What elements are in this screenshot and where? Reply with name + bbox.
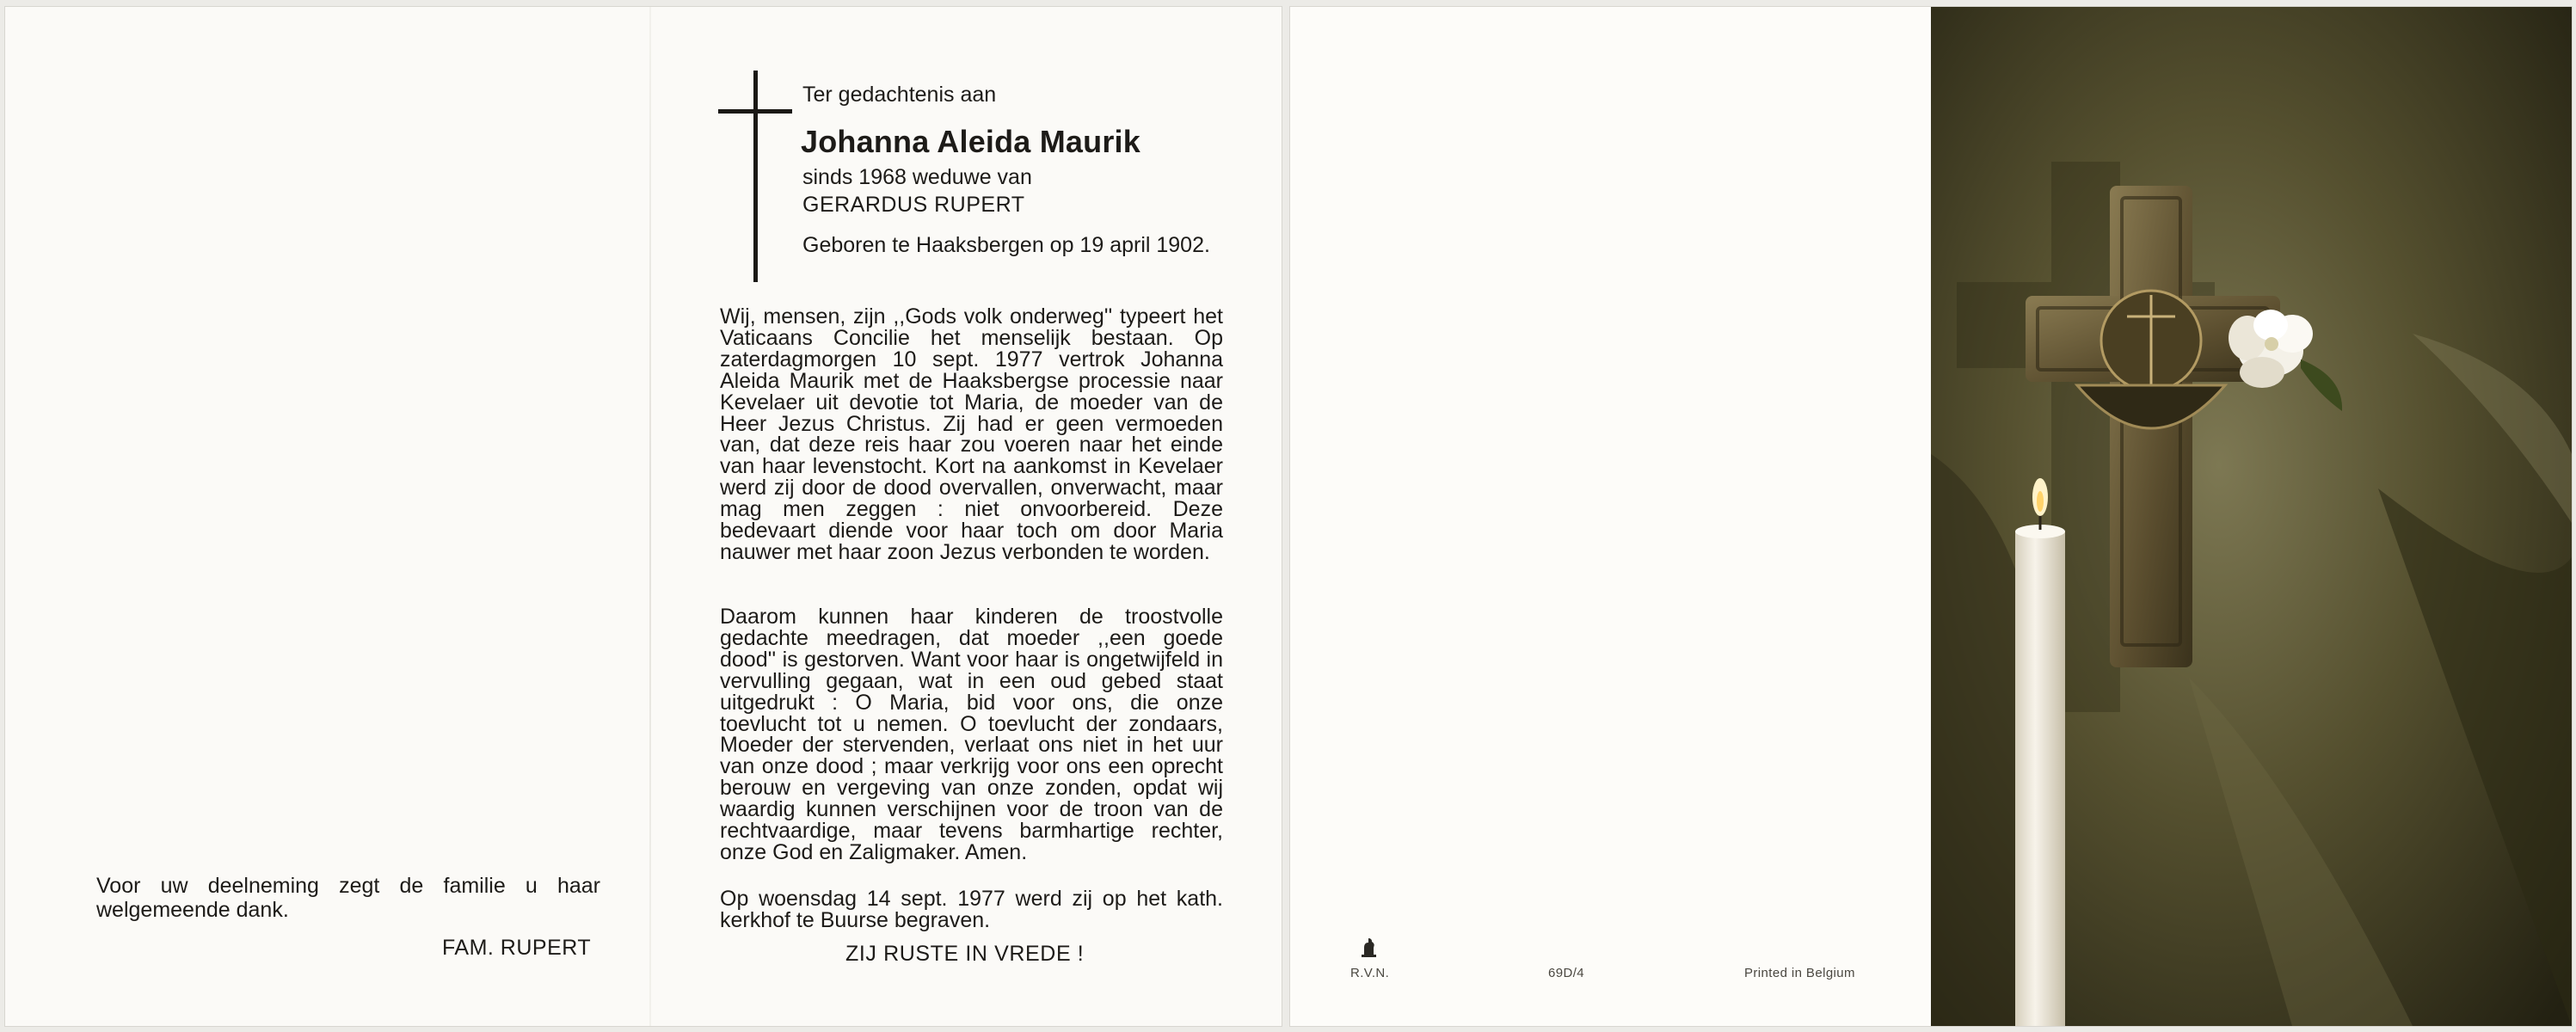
cross-icon-bar xyxy=(718,109,792,114)
family-signature: FAM. RUPERT xyxy=(442,936,592,960)
cross-icon xyxy=(753,71,758,282)
intro-line: Ter gedachtenis aan xyxy=(802,83,997,107)
body-paragraph-2: Daarom kunnen haar kinderen de troostvolle gedachte meedragen, dat moeder ,,een goede dood'' is gestorven. Want voor haar is ongetwijfeld in vervulling gegaan, wat in een oud gebed staat uitgedrukt : O Maria, bid voor ons, die onze toevlucht tot u nemen. O toevlucht der zondaars, Moeder der stervenden, verlaat ons niet in het uur van onze dood ; maar verkrijg voor ons een oprecht berouw en vergeving van onze zonden, opdat wij waardig kunnen verschijnen voor de troon van de rechtvaardige, maar tevens barmhartige rechter, onze God en Zaligmaker. Amen. xyxy=(720,605,1223,864)
birth-line: Geboren te Haaksbergen op 19 april 1902. xyxy=(802,233,1210,257)
body-paragraph-3: Op woensdag 14 sept. 1977 werd zij op het kath. kerkhof te Buurse begraven. xyxy=(720,887,1223,932)
publisher-logo-icon xyxy=(1359,936,1378,958)
widow-line: sinds 1968 weduwe van xyxy=(802,165,1032,189)
back-cover-panel xyxy=(1290,7,1931,1026)
card-code: 69D/4 xyxy=(1548,966,1585,980)
thanks-text: Voor uw deelneming zegt de familie u haar welgemeende dank. xyxy=(96,874,600,922)
publisher-imprint: R.V.N. xyxy=(1350,966,1390,980)
front-cover-photo xyxy=(1931,7,2572,1026)
deceased-name: Johanna Aleida Maurik xyxy=(801,124,1140,159)
husband-name: GERARDUS RUPERT xyxy=(802,193,1025,217)
body-paragraph-1: Wij, mensen, zijn ,,Gods volk onderweg'' typeert het Vaticaans Concilie het menselijk bestaan. Op zaterdagmorgen 10 sept. 1977 vertrok Johanna Aleida Maurik met de Haaksbergse processie naar Kevelaer uit devotie tot Maria, de moeder van de Heer Jezus Christus. Zij had er geen vermoeden van, dat deze reis haar zou voeren naar het einde van haar levenstocht. Kort na aankomst in Kevelaer werd zij door de dood overvallen, onverwacht, maar mag men zeggen : niet onvoorbereid. Deze bedevaart diende voor haar toch om door Maria nauwer met haar zoon Jezus verbonden te worden. xyxy=(720,304,1223,564)
closing-line: ZIJ RUSTE IN VREDE ! xyxy=(845,942,1085,966)
printed-notice: Printed in Belgium xyxy=(1744,966,1855,980)
cross-candle-flower-photo xyxy=(1931,7,2572,1026)
